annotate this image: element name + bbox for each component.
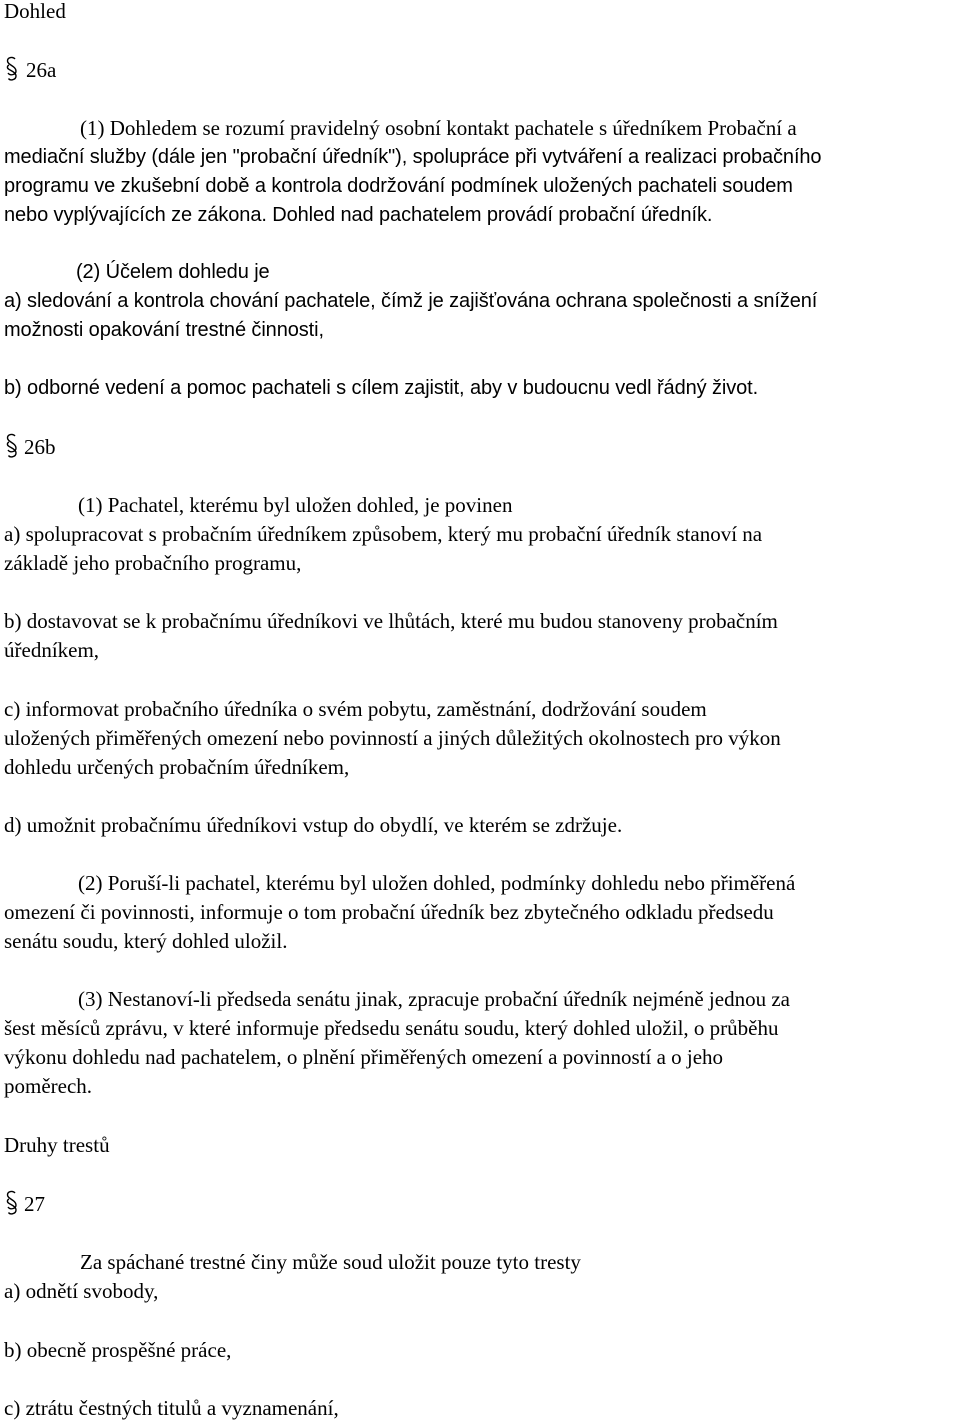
section-number: 27 <box>24 1192 45 1216</box>
paragraph-line: poměrech. <box>4 1074 93 1098</box>
list-item-b: b) odborné vedení a pomoc pachateli s cílem zajistit, aby v budoucnu vedl řádný život. <box>4 377 759 399</box>
paragraph-line: omezení či povinnosti, informuje o tom probační úředník bez zbytečného odkladu předsedu <box>4 900 774 924</box>
paragraph-line: (3) Nestanoví-li předseda senátu jinak, zpracuje probační úředník nejméně jednou za <box>78 987 790 1011</box>
section-number: 26a <box>26 58 57 82</box>
list-item-a-cont: možnosti opakování trestné činnosti, <box>4 319 324 341</box>
paragraph-line: (1) Pachatel, kterému byl uložen dohled, je povinen <box>78 493 513 517</box>
section-sign-icon <box>4 56 20 82</box>
list-item-d: d) umožnit probačnímu úředníkovi vstup do obydlí, ve kterém se zdržuje. <box>4 813 623 837</box>
heading-dohled: Dohled <box>4 0 66 23</box>
list-item-a: a) odnětí svobody, <box>4 1279 159 1303</box>
list-item-b: b) obecně prospěšné práce, <box>4 1338 232 1362</box>
list-item-a: a) sledování a kontrola chování pachatele, čímž je zajišťována ochrana společnosti a snížení <box>4 290 818 312</box>
paragraph-line: (2) Účelem dohledu je <box>76 261 270 283</box>
list-item-a: a) spolupracovat s probačním úředníkem způsobem, který mu probační úředník stanoví na <box>4 522 763 546</box>
paragraph-line: výkonu dohledu nad pachatelem, o plnění přiměřených omezení a povinností a o jeho <box>4 1045 724 1069</box>
paragraph-line: Za spáchané trestné činy může soud uložit pouze tyto tresty <box>80 1250 581 1274</box>
paragraph-line: (2) Poruší-li pachatel, kterému byl uložen dohled, podmínky dohledu nebo přiměřená <box>78 871 796 895</box>
paragraph-line: mediační služby (dále jen "probační úředník"), spolupráce při vytváření a realizaci probačního <box>4 146 822 168</box>
section-sign-icon <box>4 1190 20 1216</box>
list-item-c: c) informovat probačního úředníka o svém pobytu, zaměstnání, dodržování soudem <box>4 697 707 721</box>
list-item-c-cont: uložených přiměřených omezení nebo povinností a jiných důležitých okolnostech pro výkon <box>4 726 781 750</box>
paragraph-line: nebo vyplývajících ze zákona. Dohled nad pachatelem provádí probační úředník. <box>4 204 713 226</box>
paragraph-line: senátu soudu, který dohled uložil. <box>4 929 288 953</box>
section-sign-icon <box>4 433 20 459</box>
section-number: 26b <box>24 435 56 459</box>
list-item-b-cont: úředníkem, <box>4 638 100 662</box>
heading-druhy-trestu: Druhy trestů <box>4 1133 110 1157</box>
list-item-c: c) ztrátu čestných titulů a vyznamenání, <box>4 1396 339 1420</box>
list-item-b: b) dostavovat se k probačnímu úředníkovi ve lhůtách, které mu budou stanoveny probačním <box>4 609 778 633</box>
paragraph-line: programu ve zkušební době a kontrola dodržování podmínek uložených pachateli soudem <box>4 175 793 197</box>
paragraph-line: (1) Dohledem se rozumí pravidelný osobní kontakt pachatele s úředníkem Probační a <box>80 116 797 140</box>
paragraph-line: šest měsíců zprávu, v které informuje předsedu senátu soudu, který dohled uložil, o průběhu <box>4 1016 779 1040</box>
list-item-a-cont: základě jeho probačního programu, <box>4 551 302 575</box>
list-item-c-cont: dohledu určených probačním úředníkem, <box>4 755 350 779</box>
